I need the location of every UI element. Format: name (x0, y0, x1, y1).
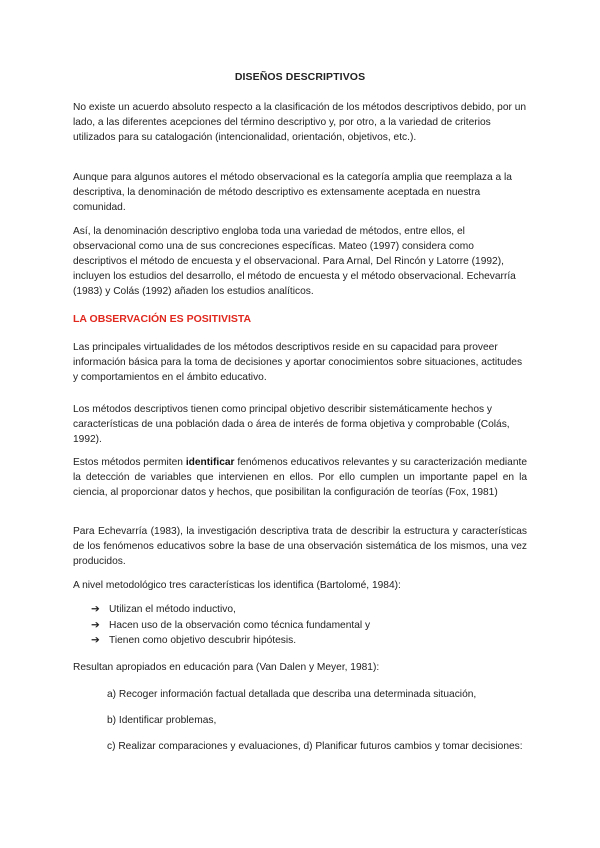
arrow-bullet-icon: ➔ (91, 634, 100, 646)
identify-after: fenómenos educativos relevantes y su caracterización mediante la detección de variables que intervienen en ellos. Por ello cumplen un importante papel en la ciencia, al proporcionar datos y hechos, que posibilitan la configuración de teorías (Fox, 1981) (73, 457, 527, 498)
paragraph-objetivo: Los métodos descriptivos tienen como principal objetivo describir sistemáticamente hechos y características de una población dada o área de interés de forma objetiva y comprobable (Colás, 1992). (73, 404, 510, 445)
paragraph-virtualidades: Las principales virtualidades de los métodos descriptivos reside en su capacidad para proveer información básica para la toma de decisiones y aportar conocimientos sobre situaciones, actitudes y comportamientos en el ámbito educativo. (73, 342, 523, 383)
paragraph-intro-1: No existe un acuerdo absoluto respecto a la clasificación de los métodos descriptivos debido, por un lado, a las diferentes acepciones del término descriptivo y, por otro, a la variedad de criterios utilizados para su catalogación (intencionalidad, orientación, objetivos, etc.). (73, 102, 527, 143)
paragraph-bartolome-intro: A nivel metodológico tres características los identifica (Bartolomé, 1984): (73, 580, 401, 591)
page-title: DISEÑOS DESCRIPTIVOS (234, 71, 366, 83)
item-c-d: c) Realizar comparaciones y evaluaciones, d) Planificar futuros cambios y tomar decisiones: (107, 741, 523, 752)
arrow-bullet-icon: ➔ (91, 618, 100, 631)
list-item (91, 602, 370, 618)
list-item-text: Hacen uso de la observación como técnica fundamental y (109, 619, 371, 631)
paragraph-intro-2: Aunque para algunos autores el método observacional es la categoría amplia que reemplaza a la descriptiva, la denominación de método descriptivo es extensamente aceptada en nuestra comunidad. (73, 172, 512, 213)
identify-before: Estos métodos permiten (73, 457, 186, 468)
paragraph-identificar (73, 455, 527, 500)
list-item-text: Tienen como objetivo descubrir hipótesis. (109, 635, 297, 646)
list-item-text: Utilizan el método inductivo, (109, 604, 236, 615)
list-item (91, 633, 370, 649)
paragraph-echevarria: Para Echevarría (1983), la investigación descriptiva trata de describir la estructura y características de los fenómenos educativos sobre la base de una observación sistemática de los mismos, una vez producidos. (73, 526, 527, 567)
identify-bold-word: identificar (185, 457, 235, 468)
paragraph-vandalen-intro: Resultan apropiados en educación para (Van Dalen y Meyer, 1981): (73, 662, 380, 673)
paragraph-intro-3: Así, la denominación descriptivo engloba toda una variedad de métodos, entre ellos, el observacional como una de sus concreciones específicas. Mateo (1997) considera como descriptivos el método de encuesta y el observacional. Para Arnal, Del Rincón y Latorre (1992), incluyen los estudios del desarrollo, el método de encuesta y el método observacional. Echevarría (1983) y Colás (1992) añaden los estudios analíticos. (73, 226, 516, 297)
item-a: a) Recoger información factual detallada que describa una determinada situación, (107, 689, 477, 700)
item-b: b) Identificar problemas, (107, 715, 217, 726)
list-item (91, 618, 370, 634)
characteristics-list (91, 602, 370, 649)
section-heading: LA OBSERVACIÓN ES POSITIVISTA (73, 313, 252, 325)
arrow-bullet-icon: ➔ (91, 603, 100, 615)
